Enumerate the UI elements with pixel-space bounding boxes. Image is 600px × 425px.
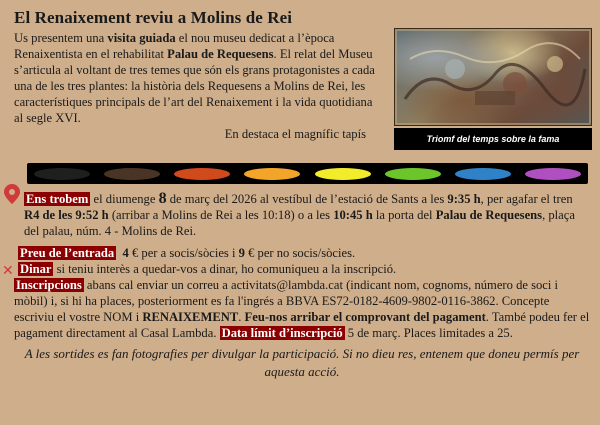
info-body (14, 191, 590, 381)
color-dot (315, 168, 371, 180)
meeting-paragraph (14, 191, 590, 239)
page-title: El Renaixement reviu a Molins de Rei (14, 8, 293, 27)
lunch-paragraph (14, 261, 590, 277)
meeting-day: 8 (158, 190, 167, 207)
inscriptions-paragraph (14, 277, 590, 341)
intro-text-2: el nou museu dedicat a l’època Renaixentista en el rehabilitat (14, 31, 335, 61)
meeting-text-1: el diumenge (90, 192, 159, 206)
inscriptions-text-3: . També podeu fer el pagament directament al Casal Lambda. (14, 310, 590, 340)
closing-note: A les sortides es fan fotografies per divulgar la participació. Si no dieu res, entenem que doneu permís per aquesta acció. (24, 346, 580, 379)
tapestry-illustration (395, 29, 591, 125)
meeting-time-2: 9:52 h (75, 208, 109, 222)
deadline-label: Data límit d’inscripció (221, 326, 343, 340)
color-dot (34, 168, 90, 180)
meeting-time-3: 10:45 h (333, 208, 373, 222)
intro-highlight-visit: visita guiada (107, 31, 176, 45)
meeting-place: Palau de Requesens (435, 208, 543, 222)
inscriptions-label: Inscripcions (16, 278, 82, 292)
inscriptions-text-1: abans cal enviar un correu a activitats@lambda.cat (indicant nom, cognoms, número de soci i mòbil) i, si hi ha places, posteriorment es fa l'ingrés a BBVA ES72-0182-4609-9802-0116-3862. Concepte escriviu el vostre NOM i (14, 278, 559, 324)
image-caption: Triomf del temps sobre la fama (394, 128, 592, 150)
tapestry-image (394, 28, 592, 126)
color-dot (174, 168, 230, 180)
price-text-1: € per a socis/sòcies i (128, 246, 239, 260)
color-dot (525, 168, 581, 180)
color-dot-strip (27, 163, 588, 184)
price-text-2: € per no socis/sòcies. (244, 246, 356, 260)
color-dot (385, 168, 441, 180)
meeting-text-3: , per agafar el tren (480, 192, 573, 206)
cutlery-icon: ✕ (2, 263, 14, 279)
inscriptions-concept: RENAIXEMENT (142, 310, 239, 324)
inscriptions-text-2: . (238, 310, 245, 324)
meeting-train: R4 de les (24, 208, 76, 222)
price-members: 4 (122, 246, 129, 260)
color-dot (244, 168, 300, 180)
price-non-members: 9 (238, 246, 245, 260)
intro-paragraph (14, 30, 382, 142)
intro-text-3: . El relat del Museu s’articula al voltant de tres temes que són els grans protagonistes a cada una de les tres plantes: la història dels Requesens a Molins de Rei, les característiques principals de l’art del Renaixement i la vida quotidiana al segle XVI. (14, 47, 375, 125)
intro-text-1: Us presentem una (14, 31, 108, 45)
meeting-text-5: la porta del (372, 208, 436, 222)
price-paragraph (14, 245, 590, 261)
intro-highlight-palace: Palau de Requesens (167, 47, 274, 61)
price-label: Preu de l’entrada (20, 246, 115, 260)
meeting-time-1: 9:35 h (447, 192, 481, 206)
meeting-text-6: , plaça del palau, núm. 4 - Molins de Rei. (24, 208, 575, 238)
inscriptions-text-4: 5 de març. Places limitades a 25. (344, 326, 513, 340)
meeting-label: Ens trobem (26, 192, 89, 206)
intro-tapestry-note: En destaca el magnífic tapís (224, 127, 366, 141)
color-dot (104, 168, 160, 180)
lunch-text: si teniu interès a quedar-vos a dinar, ho comuniqueu a la inscripció. (53, 262, 397, 276)
inscriptions-proof: Feu-nos arribar el comprovant del pagament (244, 310, 486, 324)
color-dot (455, 168, 511, 180)
meeting-text-2: de març del 2026 al vestíbul de l’estació de Sants a les (166, 192, 448, 206)
meeting-text-4: (arribar a Molins de Rei a les 10:18) o a les (108, 208, 334, 222)
lunch-label: Dinar (20, 262, 52, 276)
